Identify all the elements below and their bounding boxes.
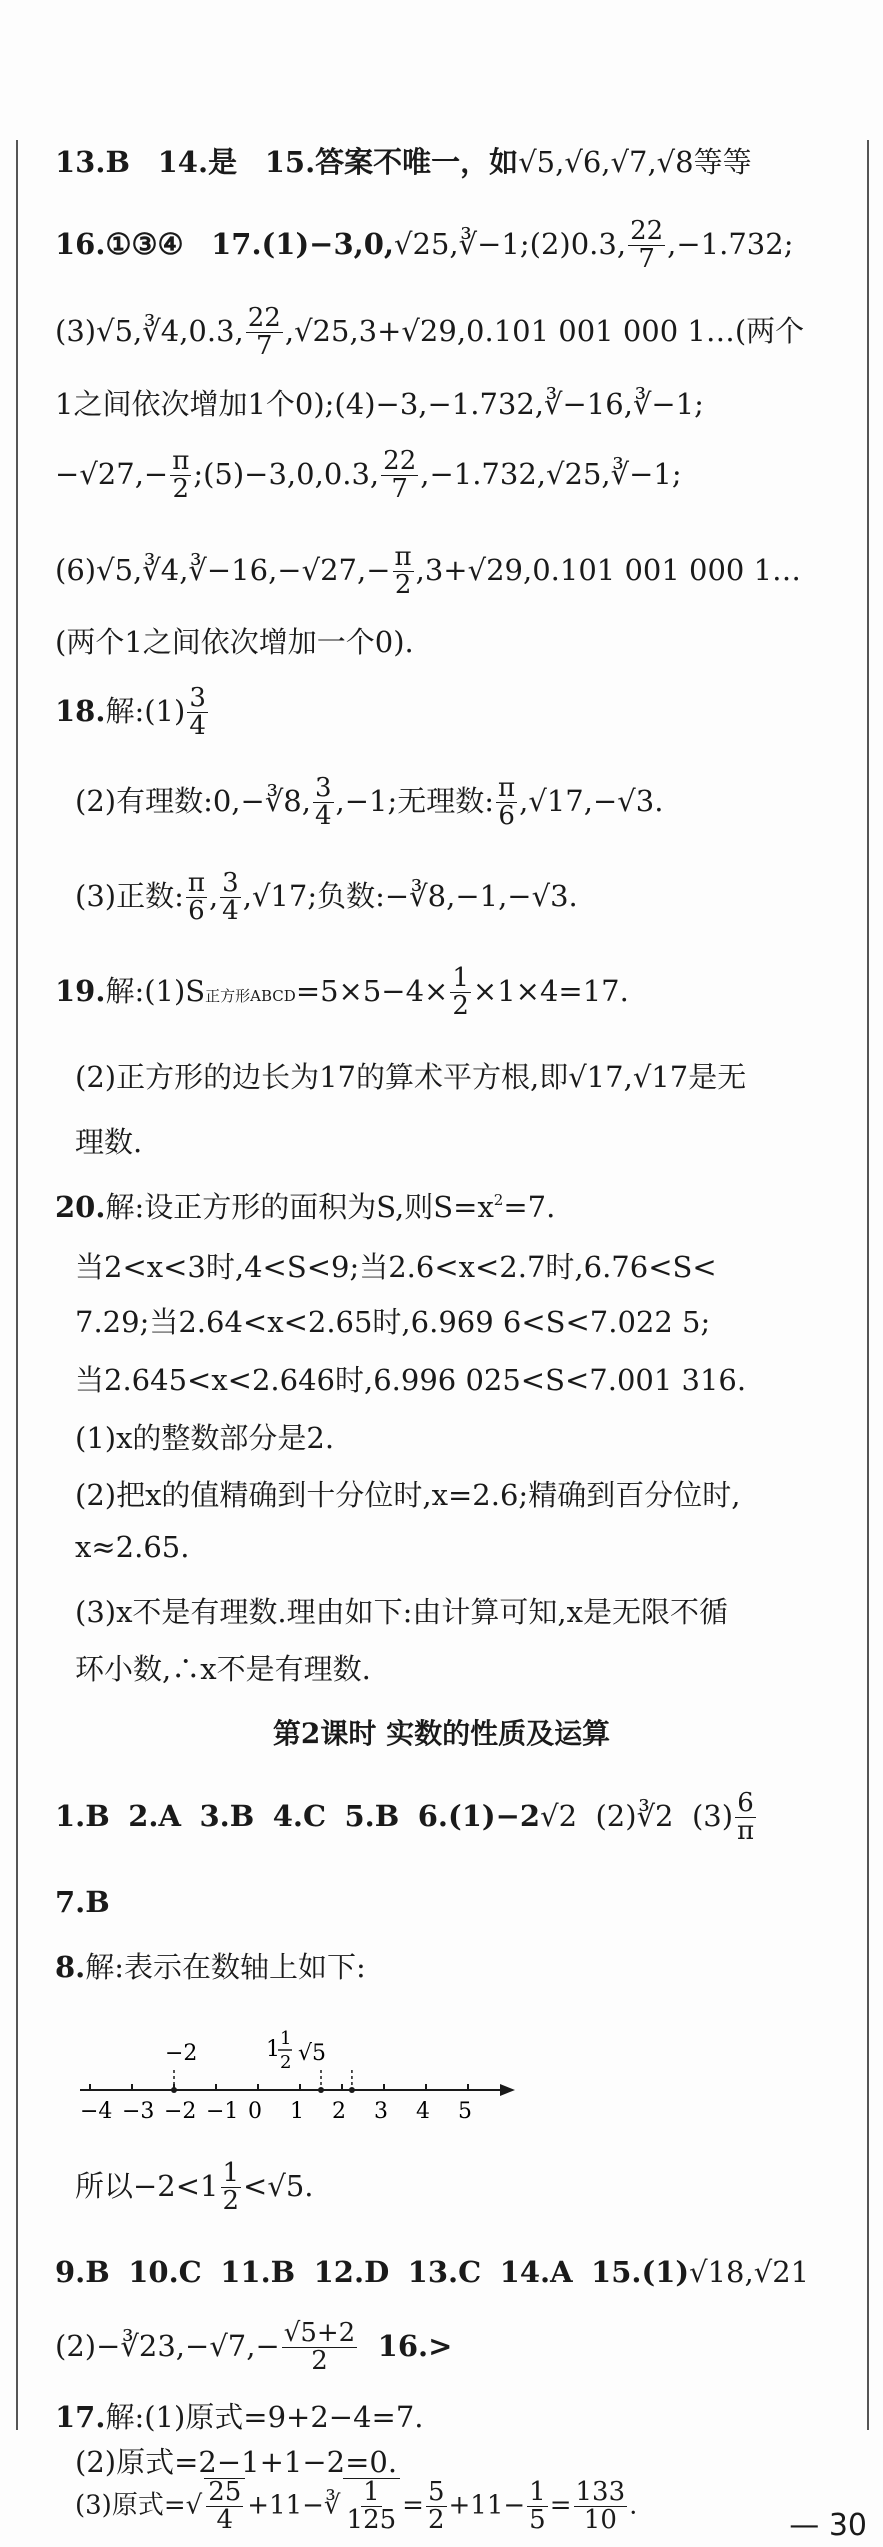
number-mark (349, 2087, 355, 2093)
q11: 11.B (220, 2255, 296, 2289)
text: (2)正方形的边长为17的算术平方根,即 (75, 1060, 569, 1094)
cbrt: ∛−16 (544, 387, 624, 421)
text: 解:设正方形的面积为S,则S=x (105, 1190, 494, 1224)
q1: 1.B (55, 1798, 110, 1833)
text: +11− (247, 2490, 324, 2521)
numerator: 22 (247, 303, 281, 333)
fraction (187, 685, 208, 741)
q6: 6.(1)−2 (417, 1798, 541, 1833)
page-number-value: 30 (828, 2508, 867, 2543)
sqrt: √17 (568, 1060, 624, 1094)
numerator: 3 (314, 773, 332, 803)
answer-line-6: (6)√5,∛4,∛−16,−√27,− $\frac{\pi}{2}$ ,3+√29,0.101 001 000 1… (55, 542, 802, 601)
axis-tick-label: 2 (332, 2099, 346, 2124)
answer-line-12 (75, 1055, 746, 1096)
cbrt: ∛−1 (632, 387, 695, 421)
text: (2)− (55, 2328, 121, 2363)
sqrt: √8 (656, 145, 694, 179)
fraction (393, 544, 414, 600)
fraction (381, 448, 418, 504)
numerator: 6 (737, 1788, 754, 1818)
text: ×1×4=17. (472, 973, 629, 1008)
text: . (629, 2490, 638, 2521)
text: 解:(1) (105, 693, 186, 728)
text: (2)有理数:0,− (75, 783, 265, 818)
denominator: 2 (427, 2504, 445, 2535)
number-line (70, 2020, 530, 2140)
answer-line-28 (55, 2320, 452, 2376)
text: 所以−2<1 (75, 2168, 219, 2203)
sqrt: √3 (617, 783, 655, 818)
denominator: 7 (638, 244, 655, 275)
denominator: 125 (346, 2505, 397, 2536)
denominator: 2 (172, 474, 190, 505)
text: ;负数:− (307, 878, 410, 913)
numerator: 133 (575, 2476, 626, 2507)
label-1-den: 2 (280, 2052, 292, 2073)
fraction (313, 775, 334, 831)
axis-tick-label: 4 (416, 2099, 430, 2124)
sqrt: √7 (209, 2328, 247, 2363)
axis-tick-label: 5 (458, 2099, 472, 2124)
answer-line-15: 当2<x<3时,4<S<9;当2.6<x<2.7时,6.76<S< (75, 1250, 717, 1284)
cbrt: ∛4 (142, 552, 180, 587)
sqrt: √21 (753, 2255, 810, 2289)
answer-line-23 (55, 1790, 758, 1846)
answer-line-10 (75, 870, 578, 926)
text: , (208, 878, 219, 913)
page-dash: — (789, 2508, 820, 2543)
q2: 2.A (128, 1798, 182, 1833)
text: ;(5)−3,0,0.3, (193, 456, 380, 491)
number-mark (318, 2087, 324, 2093)
answer-line-16: 7.29;当2.64<x<2.65时,6.969 6<S<7.022 5; (75, 1305, 711, 1339)
denominator: 7 (256, 331, 273, 362)
numerator: π (172, 446, 190, 476)
answer-line-22: 环小数,∴x不是有理数. (75, 1652, 371, 1686)
text: (2) (595, 1798, 637, 1833)
fraction (220, 870, 241, 926)
text: ,3+ (349, 313, 402, 348)
label-1-num: 1 (280, 2028, 292, 2049)
denominator: 4 (189, 711, 206, 742)
answer-line-14 (55, 1185, 555, 1226)
sqrt: √17 (251, 878, 308, 913)
text: ,−1;无理数: (335, 783, 495, 818)
numerator: 1 (222, 2158, 240, 2188)
answer-line-29 (55, 2395, 424, 2436)
text: , (623, 1060, 633, 1094)
q4: 4.C (272, 1798, 327, 1833)
q3: 3.B (199, 1798, 255, 1833)
answer-line-25 (55, 1945, 366, 1986)
q13b: 13.C (407, 2255, 482, 2289)
text: ,− (357, 552, 391, 587)
fraction (735, 1790, 756, 1846)
text: ;(2)0.3, (519, 226, 627, 261)
answer-line-2: 16.①③④ 17.(1)−3,0,√25,∛−1;(2)0.3, $\frac{22}{7}$ ,−1.732; (55, 216, 794, 275)
label-neg2: −2 (165, 2041, 198, 2066)
text: ,−1,− (446, 878, 532, 913)
text: − (55, 456, 80, 491)
text: ,3+ (415, 552, 468, 587)
answer-line-9 (75, 775, 663, 831)
fraction (282, 2320, 357, 2376)
sqrt: √2 (540, 1798, 578, 1833)
subscript: 正方形ABCD (205, 986, 296, 1005)
q20: 20. (55, 1190, 106, 1224)
text: (3) (691, 1798, 734, 1833)
axis-tick-label: −3 (122, 2099, 155, 2124)
q16b: 16.> (377, 2328, 453, 2363)
text: , (242, 878, 252, 913)
axis-arrow-icon (500, 2084, 515, 2096)
numerator: 1 (363, 2477, 380, 2507)
denominator: 2 (394, 570, 412, 601)
text: (3) (55, 313, 97, 348)
label-sqrt5: √5 (298, 2041, 327, 2066)
answer-line-20: x≈2.65. (75, 1530, 190, 1564)
numerator: 1 (452, 963, 469, 993)
text: =5×5−4× (295, 973, 449, 1008)
sqrt: √5 (96, 313, 134, 348)
label-1-whole: 1 (266, 2037, 280, 2062)
denominator: 4 (216, 2505, 234, 2536)
fraction (496, 775, 517, 831)
cbrt: ∛−1 (458, 226, 520, 261)
text: +11− (448, 2490, 526, 2521)
denominator: 2 (222, 2186, 240, 2217)
axis-tick-label: −4 (80, 2099, 113, 2124)
denominator: 10 (583, 2504, 617, 2535)
denominator: 6 (188, 896, 205, 927)
cbrt: ∛23 (120, 2328, 176, 2363)
numerator: 3 (222, 868, 239, 898)
numerator: 1 (529, 2476, 546, 2507)
text: ,0.101 001 000 1… (523, 552, 802, 587)
fraction (527, 2476, 548, 2535)
answer-line-1: 13.B 14.是 15.答案不唯一，如√5,√6,√7,√8等等 (55, 145, 752, 179)
axis-tick-labels (80, 2099, 472, 2124)
text: ,− (246, 2328, 280, 2363)
axis-tick-label: 1 (290, 2099, 304, 2124)
sqrt: √3 (531, 878, 569, 913)
fraction (186, 870, 207, 926)
sqrt: √5 (267, 2168, 305, 2203)
numerator: √5+2 (283, 2318, 356, 2348)
sqrt: √18 (689, 2255, 745, 2289)
numerator: π (187, 868, 205, 898)
fraction (221, 2160, 242, 2216)
answer-line-19: (2)把x的值精确到十分位时,x=2.6;精确到百分位时, (75, 1478, 741, 1512)
denominator: 7 (391, 474, 408, 505)
text: ; (671, 456, 682, 491)
q19: 19. (55, 973, 106, 1008)
text: ,− (175, 2328, 210, 2363)
q16: 16.①③④ (55, 226, 184, 261)
text: =7. (503, 1190, 556, 1224)
text: ,− (134, 456, 169, 491)
text: , (744, 2255, 754, 2289)
numerator: π (394, 542, 412, 572)
number-mark (171, 2087, 177, 2093)
q15b: 15.(1) (591, 2255, 690, 2289)
text: 解:(1)S (105, 973, 206, 1008)
q14b: 14.A (499, 2255, 573, 2289)
denominator: 4 (222, 896, 239, 927)
denominator: 4 (314, 801, 332, 832)
numerator: 5 (427, 2476, 445, 2507)
radical-fraction (343, 2478, 401, 2535)
sqrt: √25 (294, 313, 350, 348)
sqrt: √5 (96, 552, 134, 587)
text: ,0.101 001 000 1…(两个 (456, 313, 805, 348)
text: = (402, 2490, 424, 2521)
denominator: 6 (498, 801, 515, 832)
q12: 12.D (313, 2255, 390, 2289)
cbrt: ∛8 (264, 783, 302, 818)
fraction (574, 2476, 628, 2535)
sqrt: √5 (518, 145, 556, 179)
q5: 5.B (344, 1798, 400, 1833)
answer-line-13: 理数. (75, 1125, 143, 1159)
text: (3)原式= (75, 2490, 186, 2521)
cbrt: ∛2 (636, 1798, 674, 1833)
text: , (301, 783, 311, 818)
q15: 15.答案不唯一，如 (264, 145, 519, 179)
fraction (170, 448, 191, 504)
axis-tick-label: −1 (206, 2099, 239, 2124)
q13: 13.B (55, 145, 130, 179)
answer-line-24: 7.B (55, 1885, 110, 1919)
text: . (304, 2168, 314, 2203)
text: ,− (268, 552, 302, 587)
answer-line-30: (2)原式=2−1+1−2=0. (75, 2445, 398, 2479)
answer-line-8 (55, 685, 210, 741)
sqrt: √27 (79, 456, 135, 491)
text: (6) (55, 552, 97, 587)
denominator: π (737, 1816, 755, 1847)
axis-tick-label: 3 (374, 2099, 388, 2124)
text: 是无 (688, 1060, 747, 1094)
numerator: 25 (208, 2477, 242, 2507)
text: . (568, 878, 578, 913)
answer-line-27 (55, 2255, 809, 2289)
fraction (246, 305, 283, 361)
q9: 9.B (55, 2255, 110, 2289)
text: = (549, 2490, 572, 2521)
text: 等等 (693, 145, 752, 179)
section-heading: 第2课时 实数的性质及运算 (272, 1717, 611, 1750)
radical-fraction (204, 2478, 245, 2535)
text: < (243, 2168, 268, 2203)
denominator: 2 (452, 991, 469, 1022)
page-number (789, 2508, 867, 2543)
answer-line-26 (75, 2160, 314, 2216)
superscript: 2 (493, 1191, 504, 1209)
sqrt: √7 (610, 145, 648, 179)
denominator: 2 (311, 2346, 328, 2377)
cbrt: ∛−16 (188, 552, 269, 587)
answer-line-7: (两个1之间依次增加一个0). (55, 625, 414, 659)
sqrt: √6 (564, 145, 602, 179)
axis-tick-label: 0 (248, 2099, 262, 2124)
denominator: 5 (529, 2504, 546, 2535)
sqrt: √29 (401, 313, 457, 348)
numerator: 22 (630, 216, 664, 246)
q17b: 17. (55, 2400, 106, 2434)
numerator: π (498, 773, 516, 803)
numerator: 3 (189, 683, 206, 713)
text: 解:(1)原式=9+2−4=7. (105, 2400, 424, 2434)
answer-line-17: 当2.645<x<2.646时,6.996 025<S<7.001 316. (75, 1363, 747, 1397)
answer-line-4: 1之间依次增加1个0);(4)−3,−1.732,∛−16,∛−1; (55, 387, 704, 421)
text: 解:表示在数轴上如下: (85, 1950, 366, 1984)
text: (3)正数: (75, 878, 184, 913)
fraction (450, 965, 471, 1021)
sqrt: √25 (546, 456, 602, 491)
cbrt: ∛4 (142, 313, 180, 348)
answer-line-3: (3)√5,∛4,0.3, $\frac{22}{7}$ ,√25,3+√29,0.101 001 000 1…(两个 (55, 303, 805, 362)
sqrt: √17 (528, 783, 584, 818)
sqrt: √29 (467, 552, 523, 587)
answer-line-5: −√27,− $\frac{\pi}{2}$ ;(5)−3,0,0.3, $\frac{22}{7}$ ,−1.732,√25,∛−1; (55, 446, 682, 505)
q14: 14.是 (157, 145, 238, 179)
numerator: 22 (383, 446, 417, 476)
text: ,−1.732; (667, 226, 794, 261)
sqrt: √25 (394, 226, 450, 261)
sqrt: √17 (632, 1060, 689, 1094)
text: ,−1.732, (420, 456, 547, 491)
text: , (519, 783, 529, 818)
fraction (628, 218, 665, 274)
text: 1之间依次增加1个0);(4)−3,−1.732, (55, 387, 545, 421)
q8: 8. (55, 1950, 86, 1984)
q17: 17.(1)−3,0, (211, 226, 395, 261)
q18: 18. (55, 693, 106, 728)
fraction (426, 2476, 447, 2535)
answer-line-11 (55, 965, 629, 1021)
answer-line-31: (3)原式=√ $\frac{25}{4}$ +11−∛ $\frac{1}{125}$ = $\frac{5}{2}$ +11− $\frac{1}{5}$ = $\frac{133}{10}$ . (75, 2476, 638, 2536)
axis-tick-label: −2 (164, 2099, 197, 2124)
answer-line-18: (1)x的整数部分是2. (75, 1421, 335, 1455)
text: . (654, 783, 664, 818)
sqrt: √27 (301, 552, 358, 587)
answer-line-21: (3)x不是有理数.理由如下:由计算可知,x是无限不循 (75, 1595, 728, 1629)
cbrt: ∛−1 (610, 456, 672, 491)
q10: 10.C (128, 2255, 202, 2289)
cbrt: ∛8 (409, 878, 447, 913)
text: ,− (583, 783, 618, 818)
text: ,0.3, (179, 313, 244, 348)
